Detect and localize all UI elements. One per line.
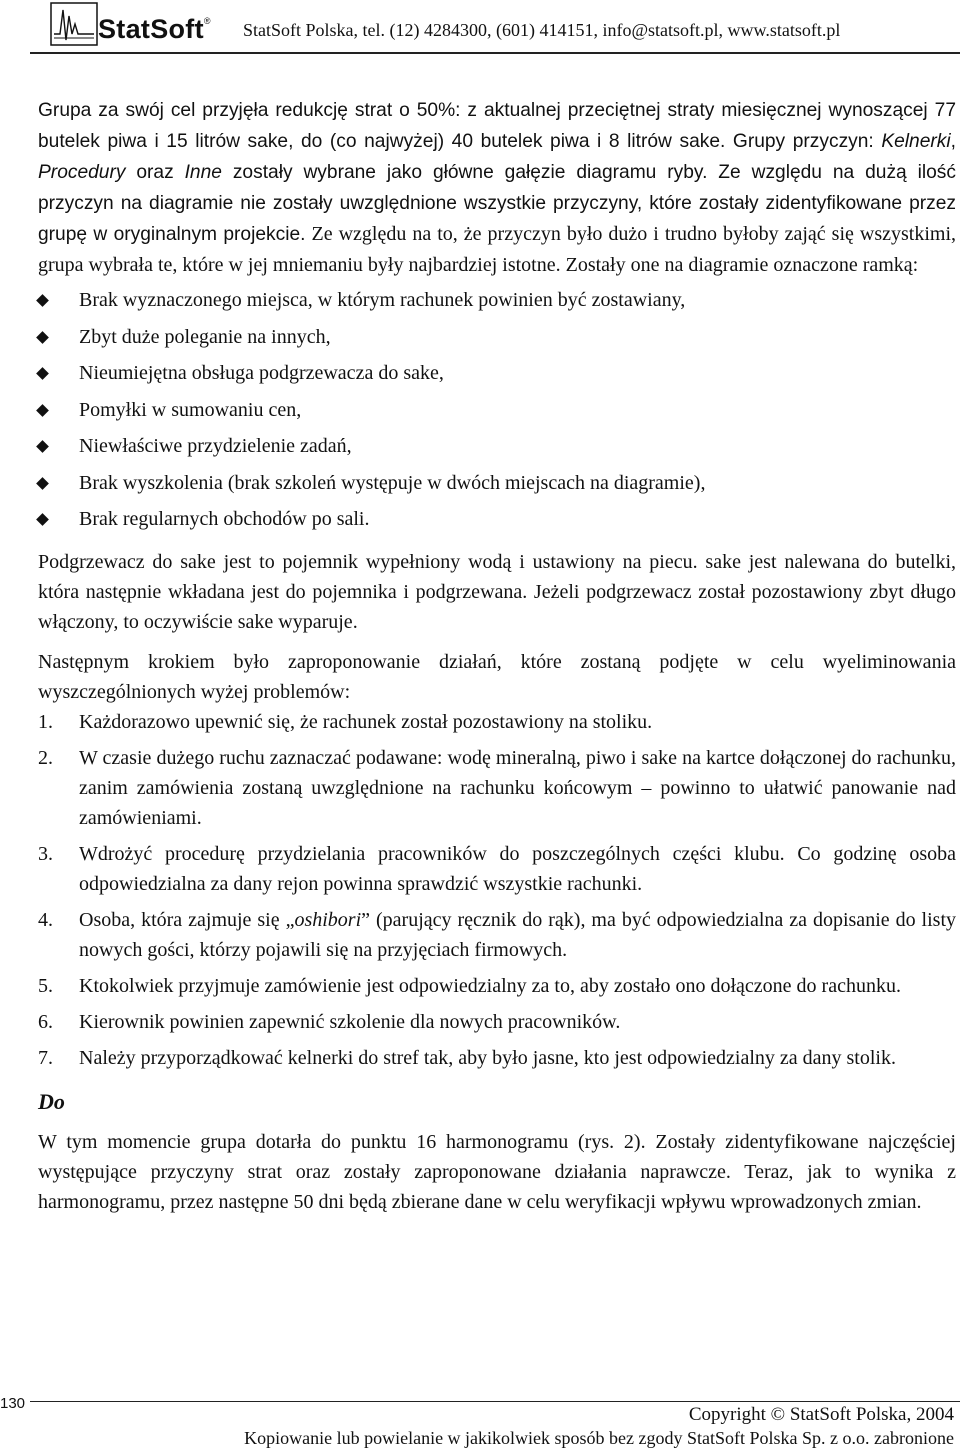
footer-copyright: Copyright © StatSoft Polska, 2004 bbox=[688, 1404, 954, 1425]
list-item: Niewłaściwe przydzielenie zadań, bbox=[38, 431, 956, 468]
diamond-bullet-icon bbox=[36, 477, 49, 490]
heater-paragraph: Podgrzewacz do sake jest to pojemnik wypełniony wodą i ustawiony na piecu. sake jest nalewana do butelki, która następnie wkładana jest do pojemnika i podgrzewana. Jeżeli podgrzewacz został pozostawiony zbyt długo włączony, to oczywiście sake wyparuje. bbox=[38, 550, 956, 633]
diamond-bullet-icon bbox=[36, 404, 49, 417]
footer-notice: Kopiowanie lub powielanie w jakikolwiek sposób bez zgody StatSoft Polska Sp. z o.o. zabronione bbox=[244, 1428, 954, 1448]
statsoft-logo-icon bbox=[50, 2, 98, 46]
closing-paragraph: W tym momencie grupa dotarła do punktu 16 harmonogramu (rys. 2). Zostały zidentyfikowane najczęściej występujące przyczyny strat oraz zostały zaproponowane działania naprawcze. Teraz, jak to wynika z harmonogramu, przez następne 50 dni będą zbierane dane w celu weryfikacji wpływu wprowadzonych zmian. bbox=[38, 1130, 956, 1213]
list-item: 4. Osoba, która zajmuje się „oshibori” (parujący ręcznik do rąk), ma być odpowiedzialna za dopisanie do listy nowych gości, którzy pojawili się na przyjęciach firmowych. bbox=[38, 908, 957, 961]
list-item: 2. W czasie dużego ruchu zaznaczać podawane: wodę mineralną, piwo i sake na kartce dołączonej do rachunku, zanim zamówienia zostaną uwzględnione na rachunku końcowym – powinno to ułatwić panowanie nad zamówieniami. bbox=[38, 746, 956, 829]
diamond-bullet-icon bbox=[36, 294, 49, 307]
page-header bbox=[0, 0, 960, 50]
brand-name: StatSoft® bbox=[98, 14, 211, 44]
diamond-bullet-icon bbox=[36, 331, 49, 344]
list-item: Zbyt duże poleganie na innych, bbox=[38, 322, 956, 359]
action-list bbox=[38, 707, 956, 1073]
diamond-bullet-icon bbox=[36, 513, 49, 526]
document-body bbox=[38, 95, 956, 1217]
footer-divider bbox=[30, 1401, 960, 1402]
page-number: 130 bbox=[0, 1395, 26, 1412]
list-item: Brak wyszkolenia (brak szkoleń występuje w dwóch miejscach na diagramie), bbox=[38, 468, 956, 505]
list-item: 6. Kierownik powinien zapewnić szkolenie dla nowych pracowników. bbox=[38, 1010, 621, 1033]
diamond-bullet-icon bbox=[36, 367, 49, 380]
intro-paragraph: Grupa za swój cel przyjęła redukcję strat o 50%: z aktualnej przeciętnej straty miesięcznej wynoszącej 77 butelek piwa i 15 litrów sake, do (co najwyżej) 40 butelek piwa i 8 litrów sake. Grupy przyczyn: Kelnerki, Procedury oraz Inne zostały wybrane jako główne gałęzie diagramu ryby. Ze względu na dużą ilość przyczyn na diagramie nie zostały uwzględnione wszystkie przyczyny, które zostały zidentyfikowane przez grupę w oryginalnym projekcie. Ze względu na to, że przyczyn było dużo i trudno byłoby zająć się wszystkimi, grupa wybrała te, które w jej mniemaniu były najbardziej istotne. Zostały one na diagramie oznaczone ramką: bbox=[38, 100, 957, 276]
cause-list bbox=[38, 285, 956, 541]
list-item: 1. Każdorazowo upewnić się, że rachunek został pozostawiony na stoliku. bbox=[38, 710, 653, 733]
list-item: 5. Ktokolwiek przyjmuje zamówienie jest odpowiedzialny za to, aby zostało ono dołączone do rachunku. bbox=[38, 974, 901, 997]
list-item: Brak regularnych obchodów po sali. bbox=[38, 504, 956, 541]
header-divider bbox=[30, 52, 960, 54]
list-item: 7. Należy przyporządkować kelnerki do stref tak, aby było jasne, kto jest odpowiedzialny za dany stolik. bbox=[38, 1046, 896, 1069]
list-item: Brak wyznaczonego miejsca, w którym rachunek powinien być zostawiany, bbox=[38, 285, 956, 322]
diamond-bullet-icon bbox=[36, 440, 49, 453]
section-heading: Do bbox=[38, 1088, 65, 1114]
header-contact: StatSoft Polska, tel. (12) 4284300, (601) 414151, info@statsoft.pl, www.statsoft.pl bbox=[243, 20, 841, 40]
list-item: 3. Wdrożyć procedurę przydzielania pracowników do poszczególnych części klubu. Co godzinę osoba odpowiedzialna za dany rejon powinna sprawdzić wszystkie rachunki. bbox=[38, 842, 956, 895]
next-step-paragraph: Następnym krokiem było zaproponowanie działań, które zostaną podjęte w celu wyeliminowania wyszczególnionych wyżej problemów: bbox=[38, 650, 956, 703]
list-item: Pomyłki w sumowaniu cen, bbox=[38, 395, 956, 432]
list-item: Nieumiejętna obsługa podgrzewacza do sake, bbox=[38, 358, 956, 395]
